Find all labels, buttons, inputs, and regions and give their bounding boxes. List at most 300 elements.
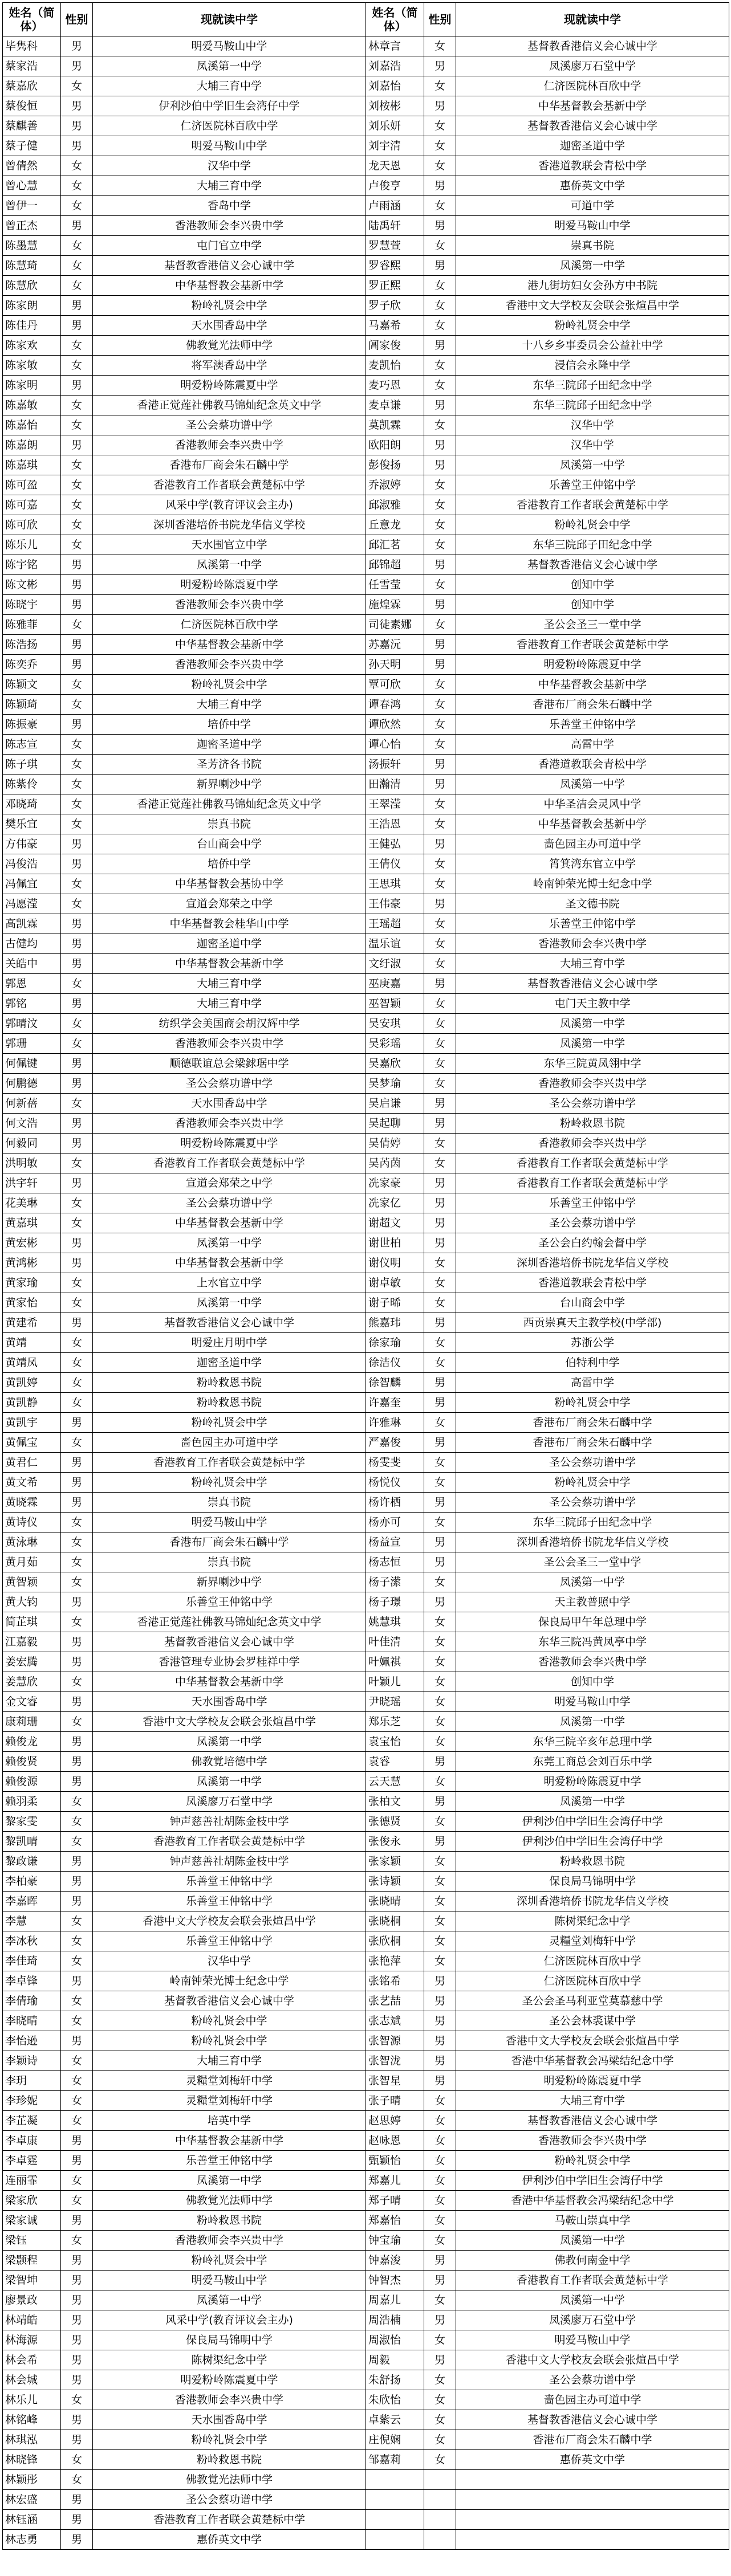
table-row xyxy=(3,954,729,974)
student-school-cell: 基督教香港信义会心诚中学 xyxy=(456,974,729,994)
table-row xyxy=(3,296,729,316)
student-gender-cell: 女 xyxy=(424,814,456,834)
student-name-cell: 黄靖凤 xyxy=(3,1353,61,1373)
student-name-cell: 林宏盛 xyxy=(3,2490,61,2510)
student-gender-cell: 男 xyxy=(424,1971,456,1991)
student-gender-cell: 女 xyxy=(424,2410,456,2430)
student-gender-cell: 男 xyxy=(61,1732,93,1752)
student-school-cell: 基督教香港信义会心诚中学 xyxy=(456,555,729,575)
student-name-cell: 徐洁仪 xyxy=(366,1353,424,1373)
student-name-cell: 李怡逊 xyxy=(3,2031,61,2051)
student-school-cell: 钟声慈善社胡陈金枝中学 xyxy=(93,1852,366,1872)
student-name-cell: 李晓晴 xyxy=(3,2011,61,2031)
student-name-cell: 邱汇茗 xyxy=(366,535,424,555)
student-name-cell: 张铭希 xyxy=(366,1971,424,1991)
student-name-cell: 张晓晴 xyxy=(366,1892,424,1911)
student-school-cell: 创知中学 xyxy=(456,575,729,595)
student-name-cell: 梁家诚 xyxy=(3,2211,61,2231)
student-name-cell: 蔡嘉欣 xyxy=(3,76,61,96)
student-gender-cell: 男 xyxy=(61,2370,93,2390)
student-gender-cell: 男 xyxy=(61,655,93,675)
student-gender-cell: 女 xyxy=(424,1353,456,1373)
student-name-cell: 杨益宣 xyxy=(366,1532,424,1552)
student-gender-cell: 男 xyxy=(61,2350,93,2370)
student-school-cell: 中华基督教会基新中学 xyxy=(93,1672,366,1692)
student-school-cell: 粉岭礼贤会中学 xyxy=(93,675,366,695)
student-name-cell: 许嘉奎 xyxy=(366,1393,424,1413)
table-row xyxy=(3,2151,729,2171)
student-gender-cell: 女 xyxy=(61,1911,93,1931)
table-row xyxy=(3,615,729,635)
student-name-cell: 庄倪娴 xyxy=(366,2430,424,2450)
student-school-cell: 明爱马鞍山中学 xyxy=(93,2271,366,2290)
table-row xyxy=(3,2470,729,2490)
student-school-cell: 岭南钟荣光博士纪念中学 xyxy=(93,1971,366,1991)
student-name-cell: 毕隽科 xyxy=(3,36,61,56)
student-gender-cell: 女 xyxy=(61,1532,93,1552)
student-name-cell: 施煌霖 xyxy=(366,595,424,615)
student-gender-cell: 女 xyxy=(424,675,456,695)
table-row xyxy=(3,655,729,675)
table-row xyxy=(3,934,729,954)
student-school-cell: 顺德联谊总会梁銶琚中学 xyxy=(93,1054,366,1074)
student-gender-cell: 男 xyxy=(61,2410,93,2430)
table-row xyxy=(3,2450,729,2470)
student-school-cell: 凤溪第一中学 xyxy=(93,555,366,575)
student-school-cell: 香港布厂商会朱石麟中学 xyxy=(456,1433,729,1453)
table-row xyxy=(3,136,729,156)
student-gender-cell: 男 xyxy=(61,1413,93,1433)
student-name-cell: 杨亦可 xyxy=(366,1513,424,1532)
student-school-cell: 凤溪第一中学 xyxy=(456,256,729,276)
table-row xyxy=(3,1513,729,1532)
student-gender-cell: 女 xyxy=(61,1792,93,1812)
student-name-cell: 陈佳丹 xyxy=(3,316,61,336)
student-school-cell: 香港布厂商会朱石麟中学 xyxy=(93,455,366,475)
table-row xyxy=(3,2330,729,2350)
table-row xyxy=(3,1792,729,1812)
student-school-cell: 香岛中学 xyxy=(93,196,366,216)
student-gender-cell: 女 xyxy=(424,2370,456,2390)
student-school-cell: 深圳香港培侨书院龙华信义学校 xyxy=(456,1532,729,1552)
student-name-cell: 李柏豪 xyxy=(3,1872,61,1892)
table-row xyxy=(3,1313,729,1333)
student-school-cell: 乐善堂王仲铭中学 xyxy=(93,1592,366,1612)
student-gender-cell: 男 xyxy=(61,2510,93,2530)
student-name-cell: 司徒素娜 xyxy=(366,615,424,635)
student-school-cell: 基督教香港信义会心诚中学 xyxy=(93,1313,366,1333)
student-name-cell: 罗睿熙 xyxy=(366,256,424,276)
student-gender-cell: 男 xyxy=(61,1054,93,1074)
table-row xyxy=(3,1732,729,1752)
student-gender-cell: 女 xyxy=(61,814,93,834)
student-name-cell: 吴起聊 xyxy=(366,1114,424,1134)
header-name-left: 姓名（简体） xyxy=(3,3,61,36)
student-gender-cell: 男 xyxy=(424,635,456,655)
student-school-cell: 陈树渠纪念中学 xyxy=(93,2350,366,2370)
student-name-cell: 黄泳琳 xyxy=(3,1532,61,1552)
student-name-cell: 彭俊扬 xyxy=(366,455,424,475)
student-name-cell: 黄家瑜 xyxy=(3,1273,61,1293)
student-name-cell: 张智泷 xyxy=(366,2051,424,2071)
table-row xyxy=(3,415,729,435)
student-school-cell: 风采中学(教育评议会主办) xyxy=(93,495,366,515)
student-name-cell: 洪明敏 xyxy=(3,1154,61,1173)
student-gender-cell: 女 xyxy=(61,1513,93,1532)
student-gender-cell: 男 xyxy=(61,934,93,954)
student-gender-cell: 男 xyxy=(424,1393,456,1413)
student-name-cell: 曾正杰 xyxy=(3,216,61,236)
student-name-cell: 叶佳清 xyxy=(366,1632,424,1652)
student-gender-cell: 女 xyxy=(424,2290,456,2310)
student-gender-cell: 女 xyxy=(61,1991,93,2011)
student-table xyxy=(2,2,729,2550)
student-name-cell: 黄大钧 xyxy=(3,1592,61,1612)
table-row xyxy=(3,1951,729,1971)
student-gender-cell: 男 xyxy=(61,994,93,1014)
student-gender-cell: 男 xyxy=(424,1832,456,1852)
table-row xyxy=(3,2031,729,2051)
table-row xyxy=(3,96,729,116)
student-school-cell: 明爱马鞍山中学 xyxy=(93,136,366,156)
student-gender-cell: 男 xyxy=(424,256,456,276)
student-name-cell: 袁睿 xyxy=(366,1752,424,1772)
table-row xyxy=(3,894,729,914)
student-name-cell: 邓晓琦 xyxy=(3,794,61,814)
student-gender-cell: 女 xyxy=(424,1074,456,1094)
student-name-cell: 陈文彬 xyxy=(3,575,61,595)
student-name-cell: 田瀚清 xyxy=(366,775,424,794)
student-gender-cell: 男 xyxy=(61,2530,93,2550)
student-name-cell: 林海源 xyxy=(3,2330,61,2350)
table-row xyxy=(3,2530,729,2550)
student-gender-cell: 女 xyxy=(61,2091,93,2111)
student-school-cell: 汉华中学 xyxy=(93,1951,366,1971)
student-gender-cell: 男 xyxy=(61,715,93,735)
student-school-cell: 明爱粉岭陈震夏中学 xyxy=(456,1772,729,1792)
student-gender-cell: 女 xyxy=(61,735,93,755)
student-school-cell: 明爱粉岭陈震夏中学 xyxy=(93,575,366,595)
table-row xyxy=(3,1453,729,1473)
student-school-cell: 凤溪第一中学 xyxy=(456,2290,729,2310)
student-name-cell: 连丽霏 xyxy=(3,2171,61,2191)
table-row xyxy=(3,2271,729,2290)
student-gender-cell: 男 xyxy=(424,2011,456,2031)
student-name-cell: 黄智颖 xyxy=(3,1572,61,1592)
table-row xyxy=(3,1293,729,1313)
student-name-cell: 洪宇轩 xyxy=(3,1173,61,1193)
table-row xyxy=(3,1074,729,1094)
table-row xyxy=(3,1473,729,1493)
student-name-cell: 巫智颖 xyxy=(366,994,424,1014)
student-name-cell: 李卓康 xyxy=(3,2131,61,2151)
student-school-cell: 香港教师会李兴贵中学 xyxy=(93,435,366,455)
table-row xyxy=(3,2211,729,2231)
student-school-cell xyxy=(456,2510,729,2530)
student-name-cell: 谢超文 xyxy=(366,1213,424,1233)
student-gender-cell: 女 xyxy=(424,615,456,635)
student-school-cell: 中华基督教会基新中学 xyxy=(93,2131,366,2151)
student-gender-cell: 男 xyxy=(61,1173,93,1193)
student-name-cell: 林会希 xyxy=(3,2350,61,2370)
student-school-cell: 凤溪第一中学 xyxy=(456,1034,729,1054)
student-gender-cell: 女 xyxy=(424,475,456,495)
table-row xyxy=(3,2011,729,2031)
student-school-cell: 圣公会圣三一堂中学 xyxy=(456,615,729,635)
table-row xyxy=(3,396,729,415)
table-row xyxy=(3,376,729,396)
table-row xyxy=(3,854,729,874)
student-name-cell: 吴嘉欣 xyxy=(366,1054,424,1074)
student-list-sheet xyxy=(2,2,729,2550)
student-gender-cell: 女 xyxy=(424,1572,456,1592)
student-gender-cell: 男 xyxy=(424,2051,456,2071)
student-gender-cell: 女 xyxy=(61,176,93,196)
student-name-cell: 梁钰 xyxy=(3,2231,61,2251)
student-name-cell: 郑子晴 xyxy=(366,2191,424,2211)
table-row xyxy=(3,2071,729,2091)
student-name-cell: 罗正熙 xyxy=(366,276,424,296)
student-name-cell: 李珍妮 xyxy=(3,2091,61,2111)
table-row xyxy=(3,515,729,535)
student-name-cell: 王思琪 xyxy=(366,874,424,894)
student-school-cell: 圣公会蔡功谱中学 xyxy=(93,415,366,435)
student-school-cell: 屯门天主教中学 xyxy=(456,994,729,1014)
student-name-cell: 郑嘉怡 xyxy=(366,2211,424,2231)
student-gender-cell: 男 xyxy=(424,176,456,196)
student-gender-cell: 女 xyxy=(424,1273,456,1293)
student-name-cell: 徐智麟 xyxy=(366,1373,424,1393)
student-name-cell: 冯愿滢 xyxy=(3,894,61,914)
student-name-cell: 文纡淑 xyxy=(366,954,424,974)
header-row xyxy=(3,3,729,36)
student-gender-cell: 女 xyxy=(424,1513,456,1532)
student-gender-cell: 女 xyxy=(61,2390,93,2410)
student-name-cell: 邹嘉莉 xyxy=(366,2450,424,2470)
student-gender-cell: 男 xyxy=(424,1552,456,1572)
student-school-cell: 香港教育工作者联会黄楚标中学 xyxy=(456,1173,729,1193)
student-name-cell: 罗慧萱 xyxy=(366,236,424,256)
student-gender-cell xyxy=(424,2510,456,2530)
student-school-cell: 天水围香岛中学 xyxy=(93,1094,366,1114)
student-gender-cell: 女 xyxy=(424,1154,456,1173)
student-school-cell: 凤溪廖万石堂中学 xyxy=(456,2310,729,2330)
student-name-cell: 叶颖儿 xyxy=(366,1672,424,1692)
student-name-cell: 张欣桐 xyxy=(366,1931,424,1951)
student-gender-cell: 女 xyxy=(61,2231,93,2251)
student-gender-cell: 女 xyxy=(424,1034,456,1054)
student-name-cell: 花美琳 xyxy=(3,1193,61,1213)
student-school-cell: 天水围香岛中学 xyxy=(93,1692,366,1712)
student-gender-cell: 女 xyxy=(424,1951,456,1971)
student-name-cell: 黄佩宝 xyxy=(3,1433,61,1453)
student-name-cell: 麦凯怡 xyxy=(366,356,424,376)
student-school-cell: 伯特利中学 xyxy=(456,1353,729,1373)
student-gender-cell: 男 xyxy=(61,1632,93,1652)
student-school-cell: 乐善堂王仲铭中学 xyxy=(456,914,729,934)
student-gender-cell: 男 xyxy=(61,2211,93,2231)
student-name-cell: 陈志宣 xyxy=(3,735,61,755)
student-school-cell: 香港教师会李兴贵中学 xyxy=(93,1114,366,1134)
student-name-cell xyxy=(366,2530,424,2550)
student-gender-cell: 女 xyxy=(424,2151,456,2171)
table-row xyxy=(3,1154,729,1173)
student-gender-cell: 女 xyxy=(424,1612,456,1632)
table-row xyxy=(3,495,729,515)
student-name-cell: 张德贤 xyxy=(366,1812,424,1832)
student-school-cell: 凤溪第一中学 xyxy=(93,1772,366,1792)
student-school-cell: 啬色园主办可道中学 xyxy=(456,834,729,854)
student-gender-cell: 女 xyxy=(424,376,456,396)
student-school-cell: 香港教师会李兴贵中学 xyxy=(93,2390,366,2410)
table-row xyxy=(3,1652,729,1672)
student-school-cell xyxy=(456,2470,729,2490)
student-school-cell: 东华三院黄凤翎中学 xyxy=(456,1054,729,1074)
student-school-cell: 香港布厂商会朱石麟中学 xyxy=(456,695,729,715)
student-gender-cell: 男 xyxy=(424,396,456,415)
student-gender-cell: 男 xyxy=(424,2350,456,2370)
student-gender-cell: 女 xyxy=(61,615,93,635)
student-name-cell: 林铭峰 xyxy=(3,2410,61,2430)
student-gender-cell: 男 xyxy=(61,575,93,595)
student-gender-cell: 女 xyxy=(61,1393,93,1413)
student-school-cell: 香港教师会李兴贵中学 xyxy=(456,2131,729,2151)
student-name-cell: 谢世柏 xyxy=(366,1233,424,1253)
student-school-cell: 天水围官立中学 xyxy=(93,535,366,555)
student-name-cell: 李芷凝 xyxy=(3,2111,61,2131)
student-school-cell: 凤溪第一中学 xyxy=(456,1792,729,1812)
student-school-cell: 香港教师会李兴贵中学 xyxy=(93,1034,366,1054)
student-gender-cell: 女 xyxy=(61,675,93,695)
student-name-cell: 蔡俊恒 xyxy=(3,96,61,116)
student-name-cell: 冯俊浩 xyxy=(3,854,61,874)
student-school-cell: 西贡崇真天主教学校(中学部) xyxy=(456,1313,729,1333)
student-gender-cell: 女 xyxy=(424,415,456,435)
student-gender-cell: 女 xyxy=(61,974,93,994)
student-gender-cell: 女 xyxy=(61,1273,93,1293)
student-school-cell: 伊利沙伯中学旧生会湾仔中学 xyxy=(456,1812,729,1832)
student-name-cell: 林章言 xyxy=(366,36,424,56)
student-gender-cell: 男 xyxy=(61,2251,93,2271)
student-school-cell: 凤溪第一中学 xyxy=(93,56,366,76)
student-school-cell: 纺织学会美国商会胡汉辉中学 xyxy=(93,1014,366,1034)
student-gender-cell: 男 xyxy=(61,1892,93,1911)
student-name-cell: 吴芮茵 xyxy=(366,1154,424,1173)
student-school-cell: 伊利沙伯中学旧生会湾仔中学 xyxy=(456,1832,729,1852)
student-school-cell: 圣公会蔡功谱中学 xyxy=(456,1493,729,1513)
student-name-cell: 陈慧琦 xyxy=(3,256,61,276)
table-row xyxy=(3,1692,729,1712)
table-row xyxy=(3,336,729,356)
student-gender-cell: 女 xyxy=(61,1094,93,1114)
student-name-cell: 黄晓霖 xyxy=(3,1493,61,1513)
student-name-cell: 尹晓瑶 xyxy=(366,1692,424,1712)
student-name-cell: 周嘉儿 xyxy=(366,2290,424,2310)
student-name-cell: 冼家亿 xyxy=(366,1193,424,1213)
student-gender-cell: 女 xyxy=(61,1034,93,1054)
student-name-cell: 关皓中 xyxy=(3,954,61,974)
student-name-cell: 欧阳朗 xyxy=(366,435,424,455)
student-school-cell: 港九街坊妇女会孙方中书院 xyxy=(456,276,729,296)
student-school-cell: 钟声慈善社胡陈金枝中学 xyxy=(93,1812,366,1832)
student-name-cell: 汤振轩 xyxy=(366,755,424,775)
student-school-cell: 粉岭礼贤会中学 xyxy=(93,2011,366,2031)
student-gender-cell: 男 xyxy=(424,1532,456,1552)
student-school-cell: 宣道会郑荣之中学 xyxy=(93,1173,366,1193)
student-name-cell: 吴启谦 xyxy=(366,1094,424,1114)
student-name-cell: 何毅同 xyxy=(3,1134,61,1154)
student-name-cell: 许雅琳 xyxy=(366,1413,424,1433)
student-gender-cell: 男 xyxy=(424,2310,456,2330)
student-gender-cell: 男 xyxy=(61,1971,93,1991)
student-gender-cell: 男 xyxy=(424,336,456,356)
table-row xyxy=(3,1433,729,1453)
student-school-cell: 佛教何南金中学 xyxy=(456,2251,729,2271)
student-gender-cell: 女 xyxy=(61,2111,93,2131)
table-row xyxy=(3,176,729,196)
student-school-cell: 香港教师会李兴贵中学 xyxy=(93,595,366,615)
student-gender-cell: 男 xyxy=(424,1493,456,1513)
student-school-cell: 粉岭救恩书院 xyxy=(93,1393,366,1413)
student-name-cell: 张志斌 xyxy=(366,2011,424,2031)
student-school-cell: 仁济医院林百欣中学 xyxy=(456,1971,729,1991)
student-school-cell: 乐善堂王仲铭中学 xyxy=(456,475,729,495)
student-name-cell: 徐家瑜 xyxy=(366,1333,424,1353)
table-row xyxy=(3,76,729,96)
student-name-cell: 杨许栖 xyxy=(366,1493,424,1513)
student-school-cell: 粉岭礼贤会中学 xyxy=(93,1473,366,1493)
student-gender-cell: 男 xyxy=(61,435,93,455)
student-school-cell: 凤溪第一中学 xyxy=(93,1293,366,1313)
student-name-cell: 曾心慧 xyxy=(3,176,61,196)
student-name-cell: 何佩键 xyxy=(3,1054,61,1074)
student-name-cell: 陈宇铭 xyxy=(3,555,61,575)
student-school-cell: 灵糧堂刘梅轩中学 xyxy=(93,2091,366,2111)
table-row xyxy=(3,814,729,834)
student-gender-cell: 女 xyxy=(61,2051,93,2071)
student-gender-cell: 女 xyxy=(61,2191,93,2211)
student-name-cell: 林晓锋 xyxy=(3,2450,61,2470)
student-gender-cell: 女 xyxy=(61,415,93,435)
table-row xyxy=(3,156,729,176)
student-school-cell: 香港中文大学校友会联会张煊昌中学 xyxy=(93,1712,366,1732)
student-gender-cell: 男 xyxy=(424,1313,456,1333)
student-school-cell: 汉华中学 xyxy=(456,415,729,435)
student-gender-cell: 男 xyxy=(61,1453,93,1473)
student-name-cell: 黄诗仪 xyxy=(3,1513,61,1532)
table-row xyxy=(3,1173,729,1193)
student-school-cell: 圣公会蔡功谱中学 xyxy=(456,1094,729,1114)
table-row xyxy=(3,1672,729,1692)
student-school-cell: 圣公会圣三一堂中学 xyxy=(456,1552,729,1572)
student-name-cell: 任雪莹 xyxy=(366,575,424,595)
student-name-cell xyxy=(366,2490,424,2510)
student-gender-cell: 女 xyxy=(424,715,456,735)
student-school-cell: 粉岭救恩书院 xyxy=(456,1852,729,1872)
student-school-cell: 天水围香岛中学 xyxy=(93,2410,366,2430)
student-name-cell: 张智星 xyxy=(366,2071,424,2091)
student-gender-cell: 女 xyxy=(61,2171,93,2191)
student-school-cell: 香港教师会李兴贵中学 xyxy=(93,216,366,236)
student-school-cell: 香港教育工作者联会黄楚标中学 xyxy=(93,1453,366,1473)
student-gender-cell: 男 xyxy=(424,435,456,455)
student-school-cell: 十八乡乡事委员会公益社中学 xyxy=(456,336,729,356)
student-gender-cell: 男 xyxy=(61,2031,93,2051)
student-gender-cell: 女 xyxy=(424,2330,456,2350)
student-school-cell: 风采中学(教育评议会主办) xyxy=(93,2310,366,2330)
table-row xyxy=(3,1373,729,1393)
student-gender-cell: 男 xyxy=(61,56,93,76)
